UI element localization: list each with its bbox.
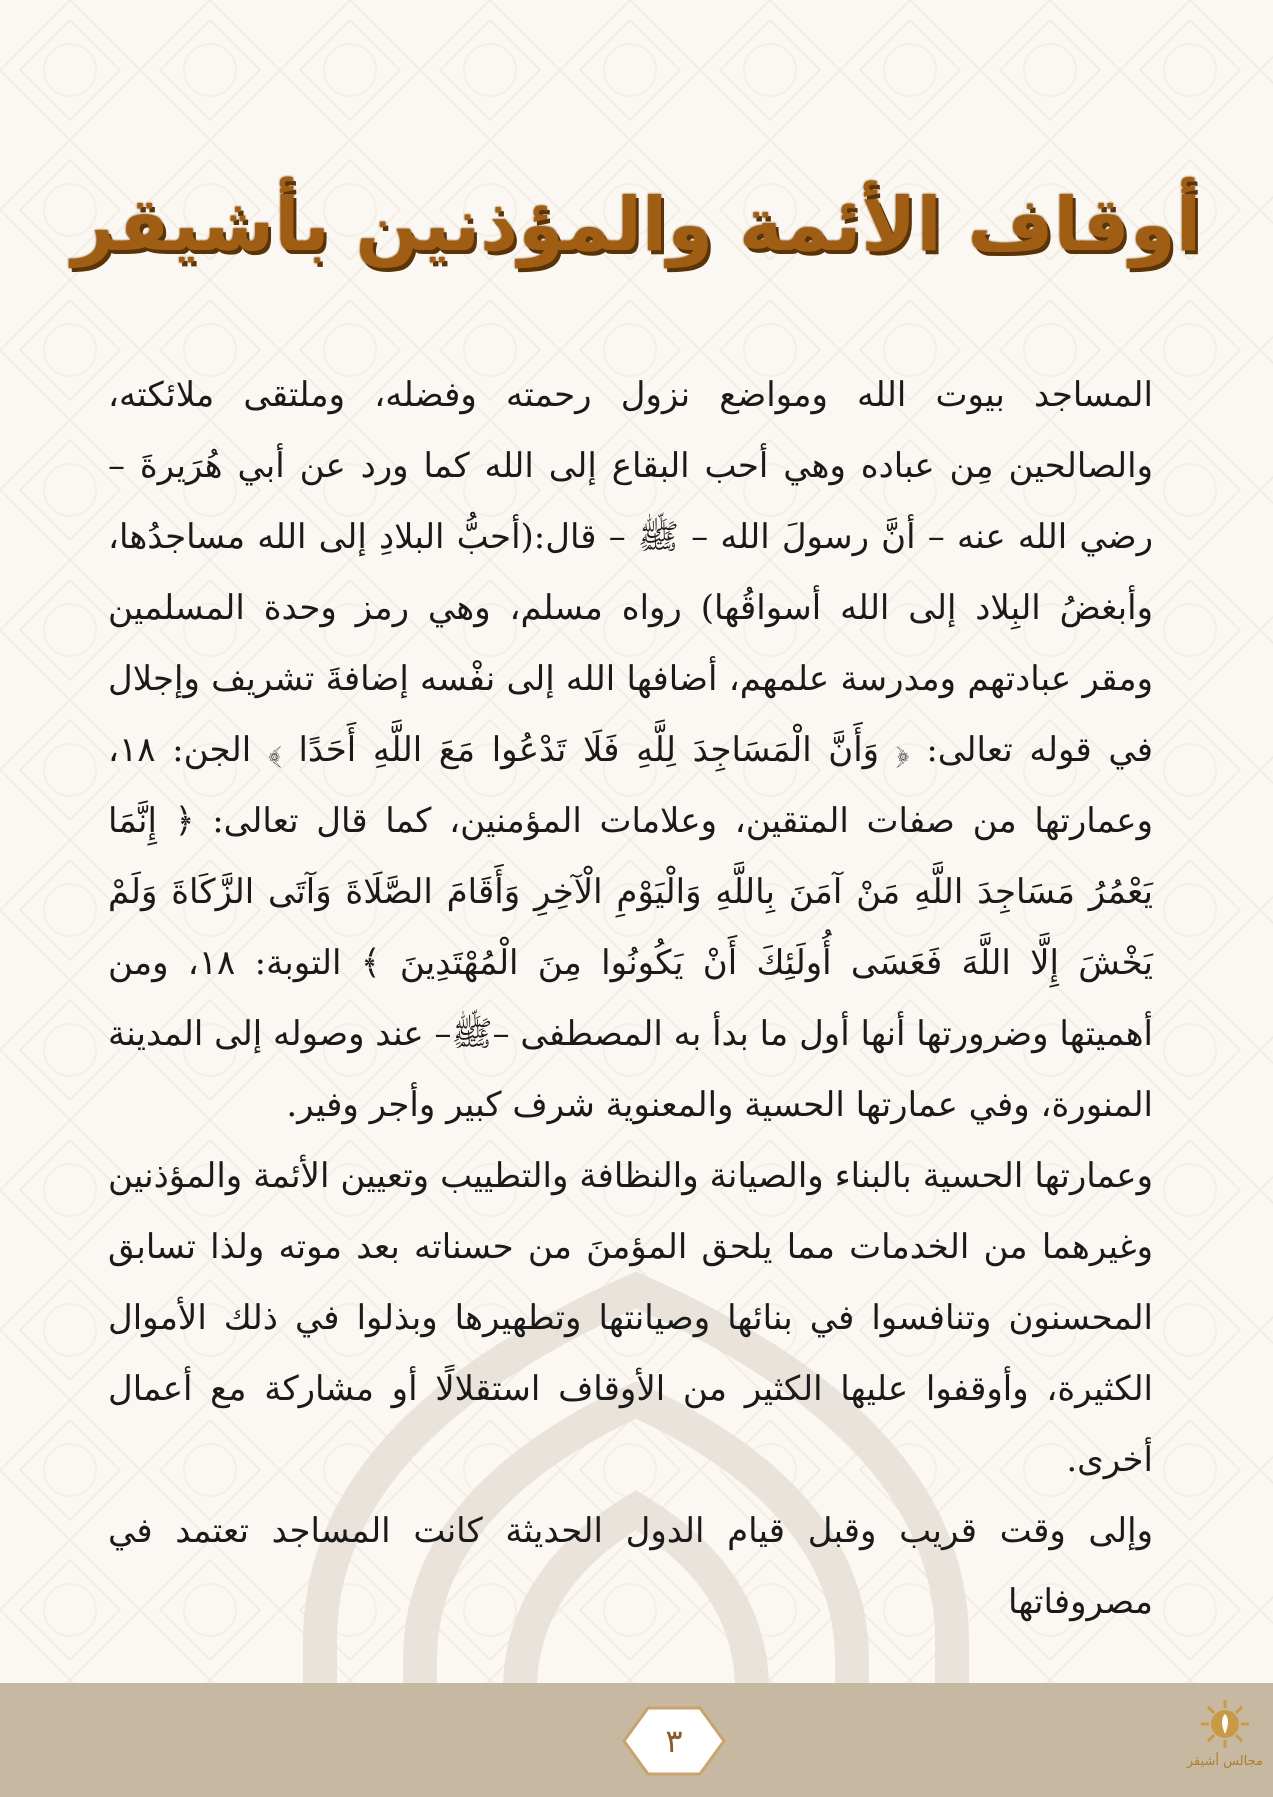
brand-emblem-icon <box>1197 1696 1253 1752</box>
paragraph-2: وعمارتها الحسية بالبناء والصيانة والنظافة والتطييب وتعيين الأئمة والمؤذنين وغيرهما من الخدمات مما يلحق المؤمنَ من حسناته بعد موته ولذا تسابق المحسنون وتنافسوا في بنائها وصيانتها وتطهيرها وبذلوا في ذلك الأموال الكثيرة، وأوقفوا عليها الكثير من الأوقاف استقلالًا أو مشاركة مع أعمال أخرى. <box>108 1156 1153 1480</box>
brand-logo <box>1187 1696 1263 1792</box>
page-number: ٣ <box>665 1722 683 1760</box>
brand-name: مجالس أشيقر <box>1186 1754 1263 1769</box>
page-title: أوقاف الأئمة والمؤذنين بأشيقر <box>71 182 1202 268</box>
article-body <box>108 360 1153 1638</box>
paragraph-3: وإلى وقت قريب وقبل قيام الدول الحديثة كانت المساجد تعتمد في مصروفاتها <box>108 1511 1153 1622</box>
page-number-badge <box>620 1704 728 1778</box>
paragraph-1: المساجد بيوت الله ومواضع نزول رحمته وفضله، وملتقى ملائكته، والصالحين مِن عباده وهي أحب البقاع إلى الله كما ورد عن أبي هُرَيرةَ – رضي الله عنه – أنَّ رسولَ الله – ﷺ – قال:(أحبُّ البلادِ إلى الله مساجدُها، وأبغضُ البِلاد إلى الله أسواقُها) رواه مسلم، وهي رمز وحدة المسلمين ومقر عبادتهم ومدرسة علمهم، أضافها الله إلى نفْسه إضافةَ تشريف وإجلال في قوله تعالى: ﴿ وَأَنَّ الْمَسَاجِدَ لِلَّهِ فَلَا تَدْعُوا مَعَ اللَّهِ أَحَدًا ﴾ الجن: ١٨، وعمارتها من صفات المتقين، وعلامات المؤمنين، كما قال تعالى: ﴿ إِنَّمَا يَعْمُرُ مَسَاجِدَ اللَّهِ مَنْ آمَنَ بِاللَّهِ وَالْيَوْمِ الْآخِرِ وَأَقَامَ الصَّلَاةَ وَآتَى الزَّكَاةَ وَلَمْ يَخْشَ إِلَّا اللَّهَ فَعَسَى أُولَئِكَ أَنْ يَكُونُوا مِنَ الْمُهْتَدِينَ ﴾ التوبة: ١٨، ومن أهميتها وضرورتها أنها أول ما بدأ به المصطفى –ﷺ– عند وصوله إلى المدينة المنورة، وفي عمارتها الحسية والمعنوية شرف كبير وأجر وفير. <box>108 375 1153 1125</box>
